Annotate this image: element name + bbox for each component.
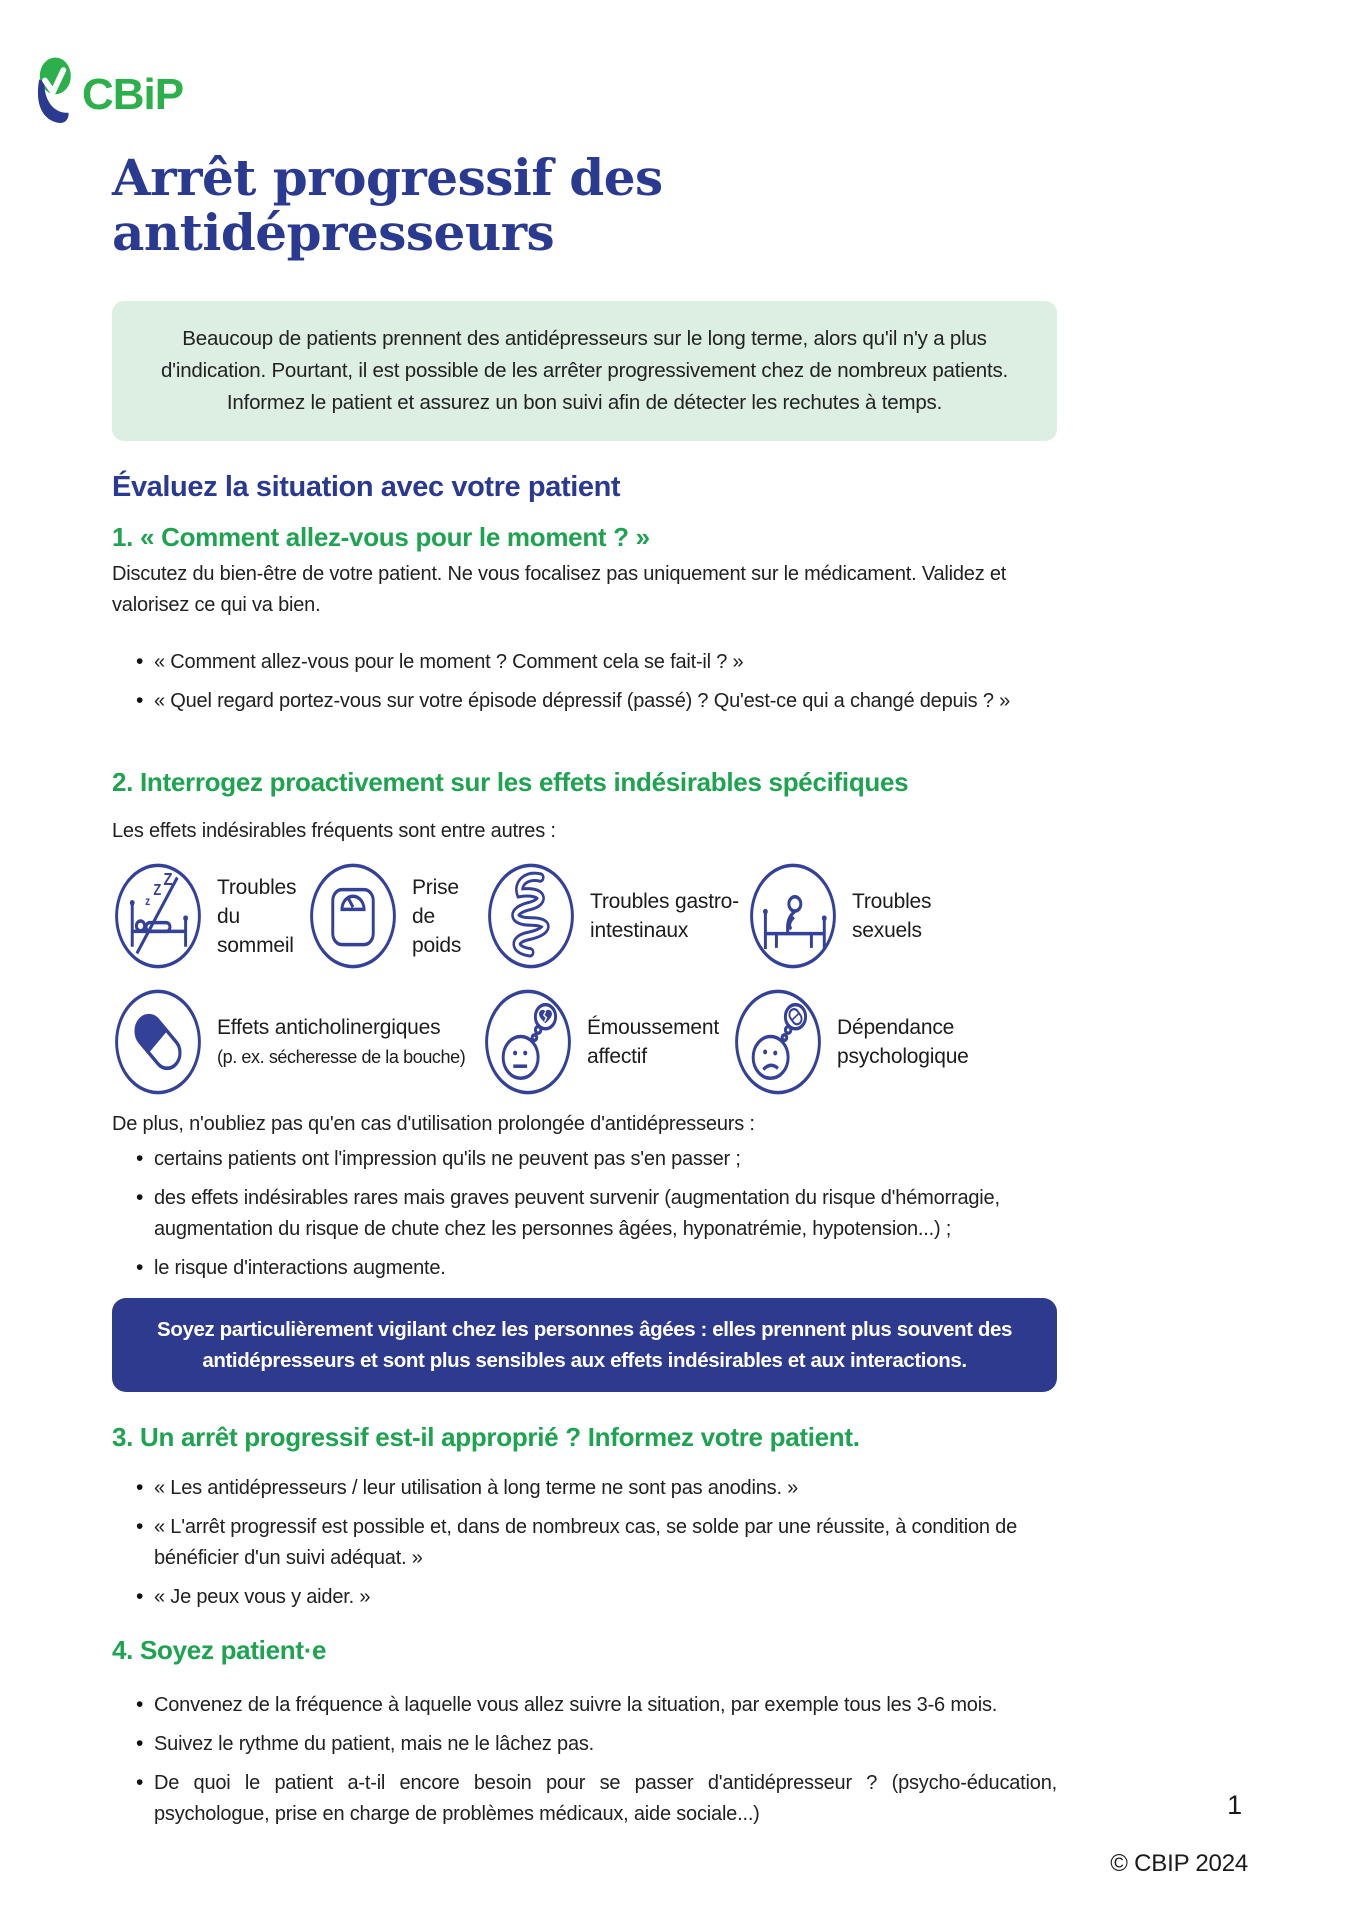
section-2-bullets: [112, 1144, 1057, 1284]
side-effect-label: Troubles gastro- intestinaux: [590, 890, 739, 942]
side-effect-item: [482, 987, 732, 1097]
section-2-more: De plus, n'oubliez pas qu'en cas d'utilisation prolongée d'antidépresseurs :: [112, 1113, 755, 1135]
bullet-item: • « Les antidépresseurs / leur utilisation à long terme ne sont pas anodins. »: [136, 1473, 1057, 1504]
bullet-item: • De quoi le patient a-t-il encore besoin pour se passer d'antidépresseur ? (psycho-éducation, psychologue, prise en charge de problèmes médicaux, aide sociale...): [136, 1768, 1057, 1830]
warning-text: Soyez particulièrement vigilant chez les personnes âgées : elles prennent plus souvent des antidépresseurs et sont plus sensibles aux effets indésirables et aux interactions.: [157, 1318, 1012, 1372]
side-effect-label: Émoussement affectif: [587, 1016, 720, 1068]
side-effect-item: [307, 861, 485, 971]
side-effect-label: Effets anticholinergiques (p. ex. sécheresse de la bouche): [217, 1015, 466, 1067]
side-effects-row-1: [112, 861, 1057, 971]
sleep-icon: [112, 861, 204, 971]
section-3-heading: 3. Un arrêt progressif est-il approprié ? Informez votre patient.: [112, 1422, 860, 1452]
side-effect-label: Dépendance psychologique: [837, 1016, 969, 1068]
side-effects-row-2: [112, 987, 1057, 1097]
bullet-item: • « Je peux vous y aider. »: [136, 1582, 1057, 1613]
section-1-heading: 1. « Comment allez-vous pour le moment ? »: [112, 522, 650, 552]
bullet-item: • des effets indésirables rares mais graves peuvent survenir (augmentation du risque d'hémorragie, augmentation du risque de chute chez les personnes âgées, hyponatrémie, hypotension...) ;: [136, 1183, 1057, 1245]
bullet-item: • « Comment allez-vous pour le moment ? Comment cela se fait-il ? »: [136, 647, 1057, 678]
intro-box: [112, 301, 1057, 441]
intestines-icon: [485, 861, 577, 971]
page-title: Arrêt progressif des antidépresseurs: [112, 148, 663, 262]
bullet-item: • Convenez de la fréquence à laquelle vous allez suivre la situation, par exemple tous les 3-6 mois.: [136, 1690, 1057, 1721]
psychological-dependence-icon: [732, 987, 824, 1097]
side-effect-item: [747, 861, 977, 971]
main-heading: Évaluez la situation avec votre patient: [112, 471, 621, 503]
bullet-item: • « L'arrêt progressif est possible et, dans de nombreux cas, se solde par une réussite, à condition de bénéficier d'un suivi adéquat. »: [136, 1512, 1057, 1574]
section-4-heading: 4. Soyez patient·e: [112, 1635, 327, 1665]
section-2-lead: Les effets indésirables fréquents sont entre autres :: [112, 820, 556, 842]
weight-scale-icon: [307, 861, 399, 971]
bullet-item: • Suivez le rythme du patient, mais ne le lâchez pas.: [136, 1729, 1057, 1760]
side-effect-label: Troubles sexuels: [852, 890, 932, 942]
page-number: 1: [1227, 1790, 1242, 1820]
section-2-heading: 2. Interrogez proactivement sur les effets indésirables spécifiques: [112, 767, 909, 797]
cbip-logo-text: CBiP: [82, 70, 184, 119]
section-1-bullets: [112, 647, 1057, 717]
side-effect-label: Troubles du sommeil: [217, 875, 297, 957]
svg-text:Z: Z: [153, 882, 162, 900]
section-3-bullets: [112, 1473, 1057, 1613]
copyright: © CBIP 2024: [1110, 1850, 1248, 1877]
cbip-logo: [30, 0, 1358, 128]
bullet-item: • « Quel regard portez-vous sur votre épisode dépressif (passé) ? Qu'est-ce qui a changé depuis ? »: [136, 686, 1057, 717]
blunted-affect-icon: [482, 987, 574, 1097]
bullet-item: • certains patients ont l'impression qu'ils ne peuvent pas s'en passer ;: [136, 1144, 1057, 1175]
side-effect-item: [732, 987, 1022, 1097]
svg-text:Z: Z: [163, 870, 173, 890]
side-effect-label: Prise de poids: [412, 875, 462, 957]
side-effect-item: [112, 861, 307, 971]
section-4-bullets: [112, 1690, 1057, 1830]
pill-icon: [112, 987, 204, 1097]
section-1-body: Discutez du bien-être de votre patient. Ne vous focalisez pas uniquement sur le médicament. Validez et valorisez ce qui va bien.: [112, 563, 1007, 616]
intro-text: Beaucoup de patients prennent des antidépresseurs sur le long terme, alors qu'il n'y a plus d'indication. Pourtant, il est possible de les arrêter progressivement chez de nombreux patients. Informez le patient et assurez un bon suivi afin de détecter les rechutes à temps.: [160, 327, 1009, 414]
side-effect-item: [112, 987, 482, 1097]
side-effect-item: [485, 861, 747, 971]
cbip-logo-mark-icon: [30, 56, 76, 128]
sexual-troubles-icon: [747, 861, 839, 971]
bullet-item: • le risque d'interactions augmente.: [136, 1253, 1057, 1284]
warning-banner: [112, 1298, 1057, 1392]
svg-text:z: z: [145, 895, 150, 909]
